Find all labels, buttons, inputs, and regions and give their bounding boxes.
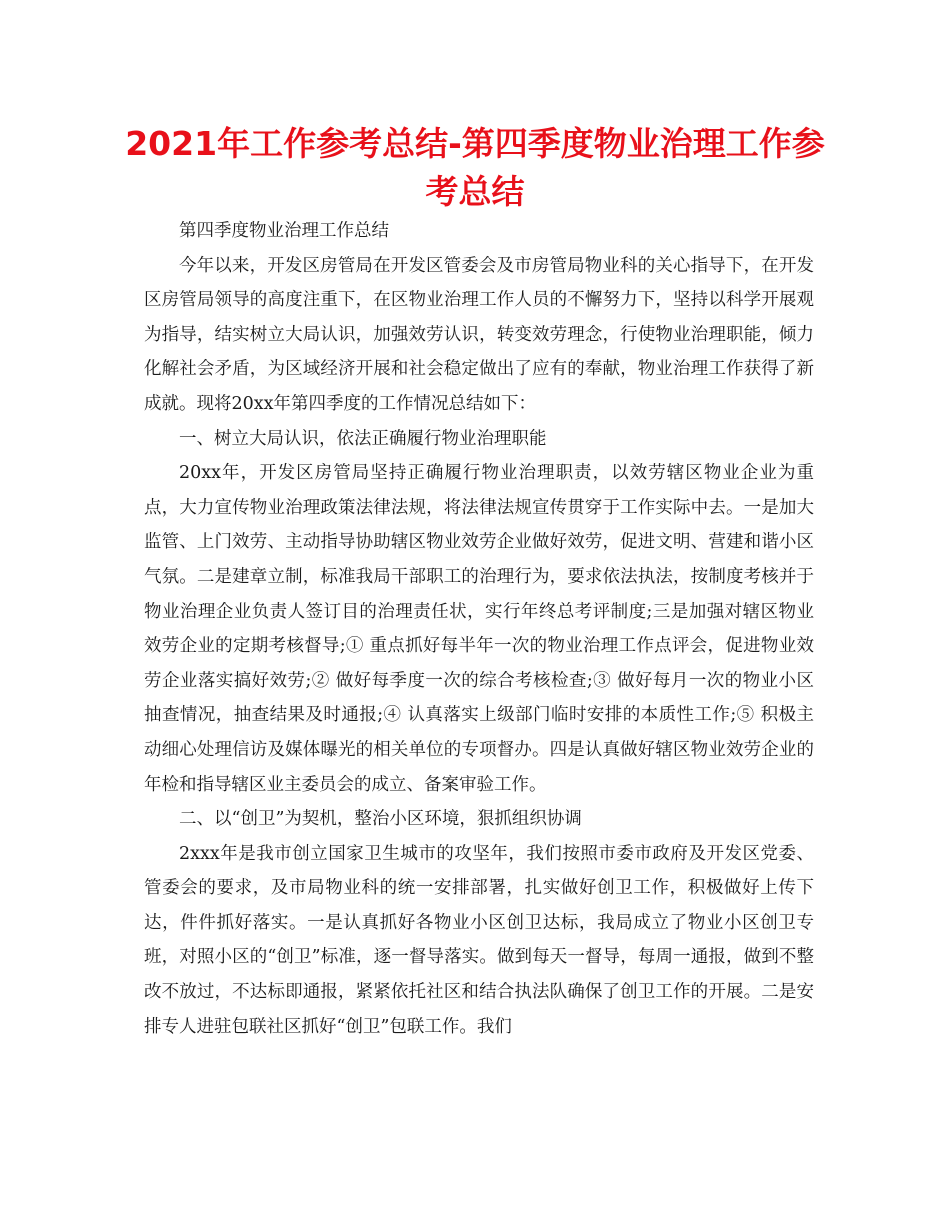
intro-paragraph: 今年以来，开发区房管局在开发区管委会及市房管局物业科的关心指导下，在开发区房管局领导的高度注重下，在区物业治理工作人员的不懈努力下，坚持以科学开展观为指导，结实树立大局认识，加强效劳认识，转变效劳理念，行使物业治理职能，倾力化解社会矛盾，为区域经济开展和社会稳定做出了应有的奉献，物业治理工作获得了新成就。现将20xx年第四季度的工作情况总结如下： (144, 255, 814, 414)
section-2-paragraph: 2xxx年是我市创立国家卫生城市的攻坚年，我们按照市委市政府及开发区党委、管委会的要求，及市局物业科的统一安排部署，扎实做好创卫工作，积极做好上传下达，件件抓好落实。一是认真抓好各物业小区创卫达标，我局成立了物业小区创卫专班，对照小区的“创卫”标准，逐一督导落实。做到每天一督导，每周一通报，做到不整改不放过，不达标即通报，紧紧依托社区和结合执法队确保了创卫工作的开展。二是安排专人进驻包联社区抓好“创卫”包联工作。我们 (144, 843, 814, 1037)
document-title: 2021年工作参考总结-第四季度物业治理工作参考总结 (125, 124, 825, 211)
section-1-paragraph: 20xx年，开发区房管局坚持正确履行物业治理职责，以效劳辖区物业企业为重点，大力宣传物业治理政策法律法规，将法律法规宣传贯穿于工作实际中去。一是加大监管、上门效劳、主动指导协助辖区物业效劳企业做好效劳，促进文明、营建和谐小区气氛。二是建章立制，标准我局干部职工的治理行为，要求依法执法，按制度考核并于物业治理企业负责人签订目的治理责任状，实行年终总考评制度;三是加强对辖区物业效劳企业的定期考核督导;① 重点抓好每半年一次的物业治理工作点评会，促进物业效劳企业落实搞好效劳;② 做好每季度一次的综合考核检查;③ 做好每月一次的物业小区抽查情况，抽查结果及时通报;④ 认真落实上级部门临时安排的本质性工作;⑤ 积极主动细心处理信访及媒体曝光的相关单位的专项督办。四是认真做好辖区物业效劳企业的年检和指导辖区业主委员会的成立、备案审验工作。 (144, 463, 814, 795)
document-body (144, 214, 814, 1044)
section-heading-1: 一、树立大局认识，依法正确履行物业治理职能 (179, 428, 547, 449)
subtitle-paragraph: 第四季度物业治理工作总结 (179, 221, 389, 241)
section-heading-2: 二、以“创卫”为契机，整治小区环境，狠抓组织协调 (179, 809, 582, 830)
